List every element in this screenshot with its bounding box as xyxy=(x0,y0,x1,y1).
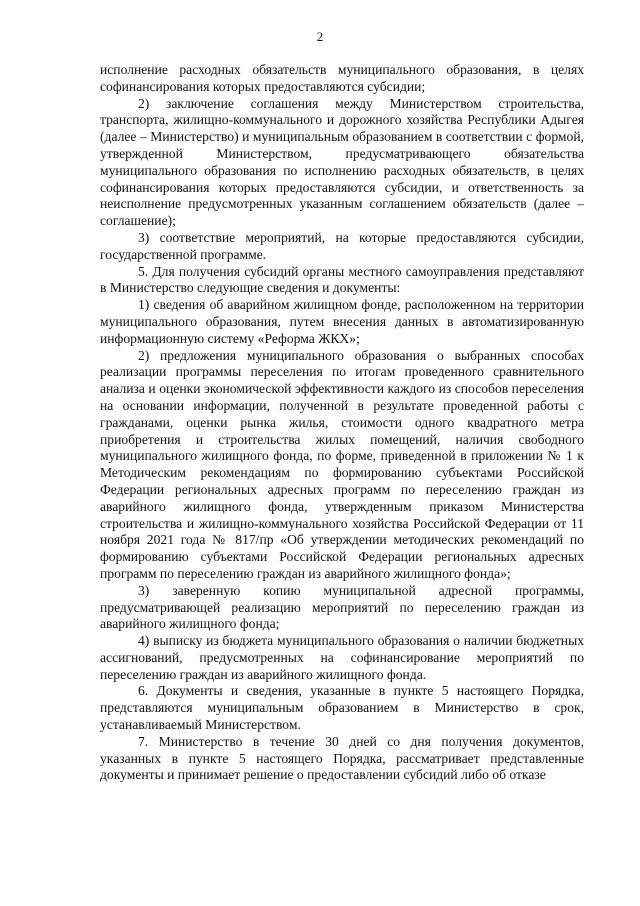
paragraph-item-3-compliance: 3) соответствие мероприятий, на которые предоставляются субсидии, государственной программе. xyxy=(100,229,584,262)
paragraph-section-5-item-3: 3) заверенную копию муниципальной адресной программы, предусматривающей реализацию мероприятий по переселению граждан из аварийного жилищного фонда; xyxy=(100,582,584,632)
paragraph-section-6: 6. Документы и сведения, указанные в пункте 5 настоящего Порядка, представляются муниципальным образованием в Министерство в срок, устанавливаемый Министерством. xyxy=(100,683,584,733)
paragraph-item-2-agreement: 2) заключение соглашения между Министерством строительства, транспорта, жилищно-коммунального и дорожного хозяйства Республики Адыгея (далее – Министерство) и муниципальным образованием в соответствии с формой, утвержденной Министерством, предусматривающего обязательства муниципального образования по исполнению расходных обязательств, в целях софинансирования которых предоставляются субсидии, и ответственность за неисполнение предусмотренных указанным соглашением обязательств (далее – соглашение); xyxy=(100,95,584,229)
paragraph-section-7: 7. Министерство в течение 30 дней со дня получения документов, указанных в пункте 5 настоящего Порядка, рассматривает представленные документы и принимает решение о предоставлении субсидий либо об отказе xyxy=(100,733,584,783)
paragraph-continuation: исполнение расходных обязательств муниципального образования, в целях софинансирования которых предоставляются субсидии; xyxy=(100,62,584,94)
paragraph-section-5-item-4: 4) выписку из бюджета муниципального образования о наличии бюджетных ассигнований, предусмотренных на софинансирование мероприятий по переселению граждан из аварийного жилищного фонда. xyxy=(100,633,584,682)
paragraph-section-5-item-2: 2) предложения муниципального образования о выбранных способах реализации программы переселения по итогам проведенного сравнительного анализа и оценки экономической эффективности каждого из способов переселения на основании информации, полученной в результате проведенной работы с гражданами, оценки рынка жилья, стоимости одного квадратного метра приобретения и строительства жилых помещений, наличия свободного муниципального жилищного фонда, по форме, приведенной в приложении № 1 к Методическим рекомендациям по формированию субъектами Российской Федерации региональных адресных программ по переселению граждан из аварийного жилищного фонда, утвержденным приказом Министерства строительства и жилищно-коммунального хозяйства Российской Федерации от 11 ноября 2021 года № 817/пр «Об утверждении методических рекомендаций по формированию субъектами Российской Федерации региональных адресных программ по переселению граждан из аварийного жилищного фонда»; xyxy=(100,347,584,581)
paragraph-section-5-item-1: 1) сведения об аварийном жилищном фонде, расположенном на территории муниципального образования, путем внесения данных в автоматизированную информационную систему «Реформа ЖКХ»; xyxy=(100,297,584,346)
paragraph-section-5: 5. Для получения субсидий органы местного самоуправления представляют в Министерство следующие сведения и документы: xyxy=(100,263,584,296)
page-number: 2 xyxy=(316,29,324,44)
document-body xyxy=(100,62,584,784)
